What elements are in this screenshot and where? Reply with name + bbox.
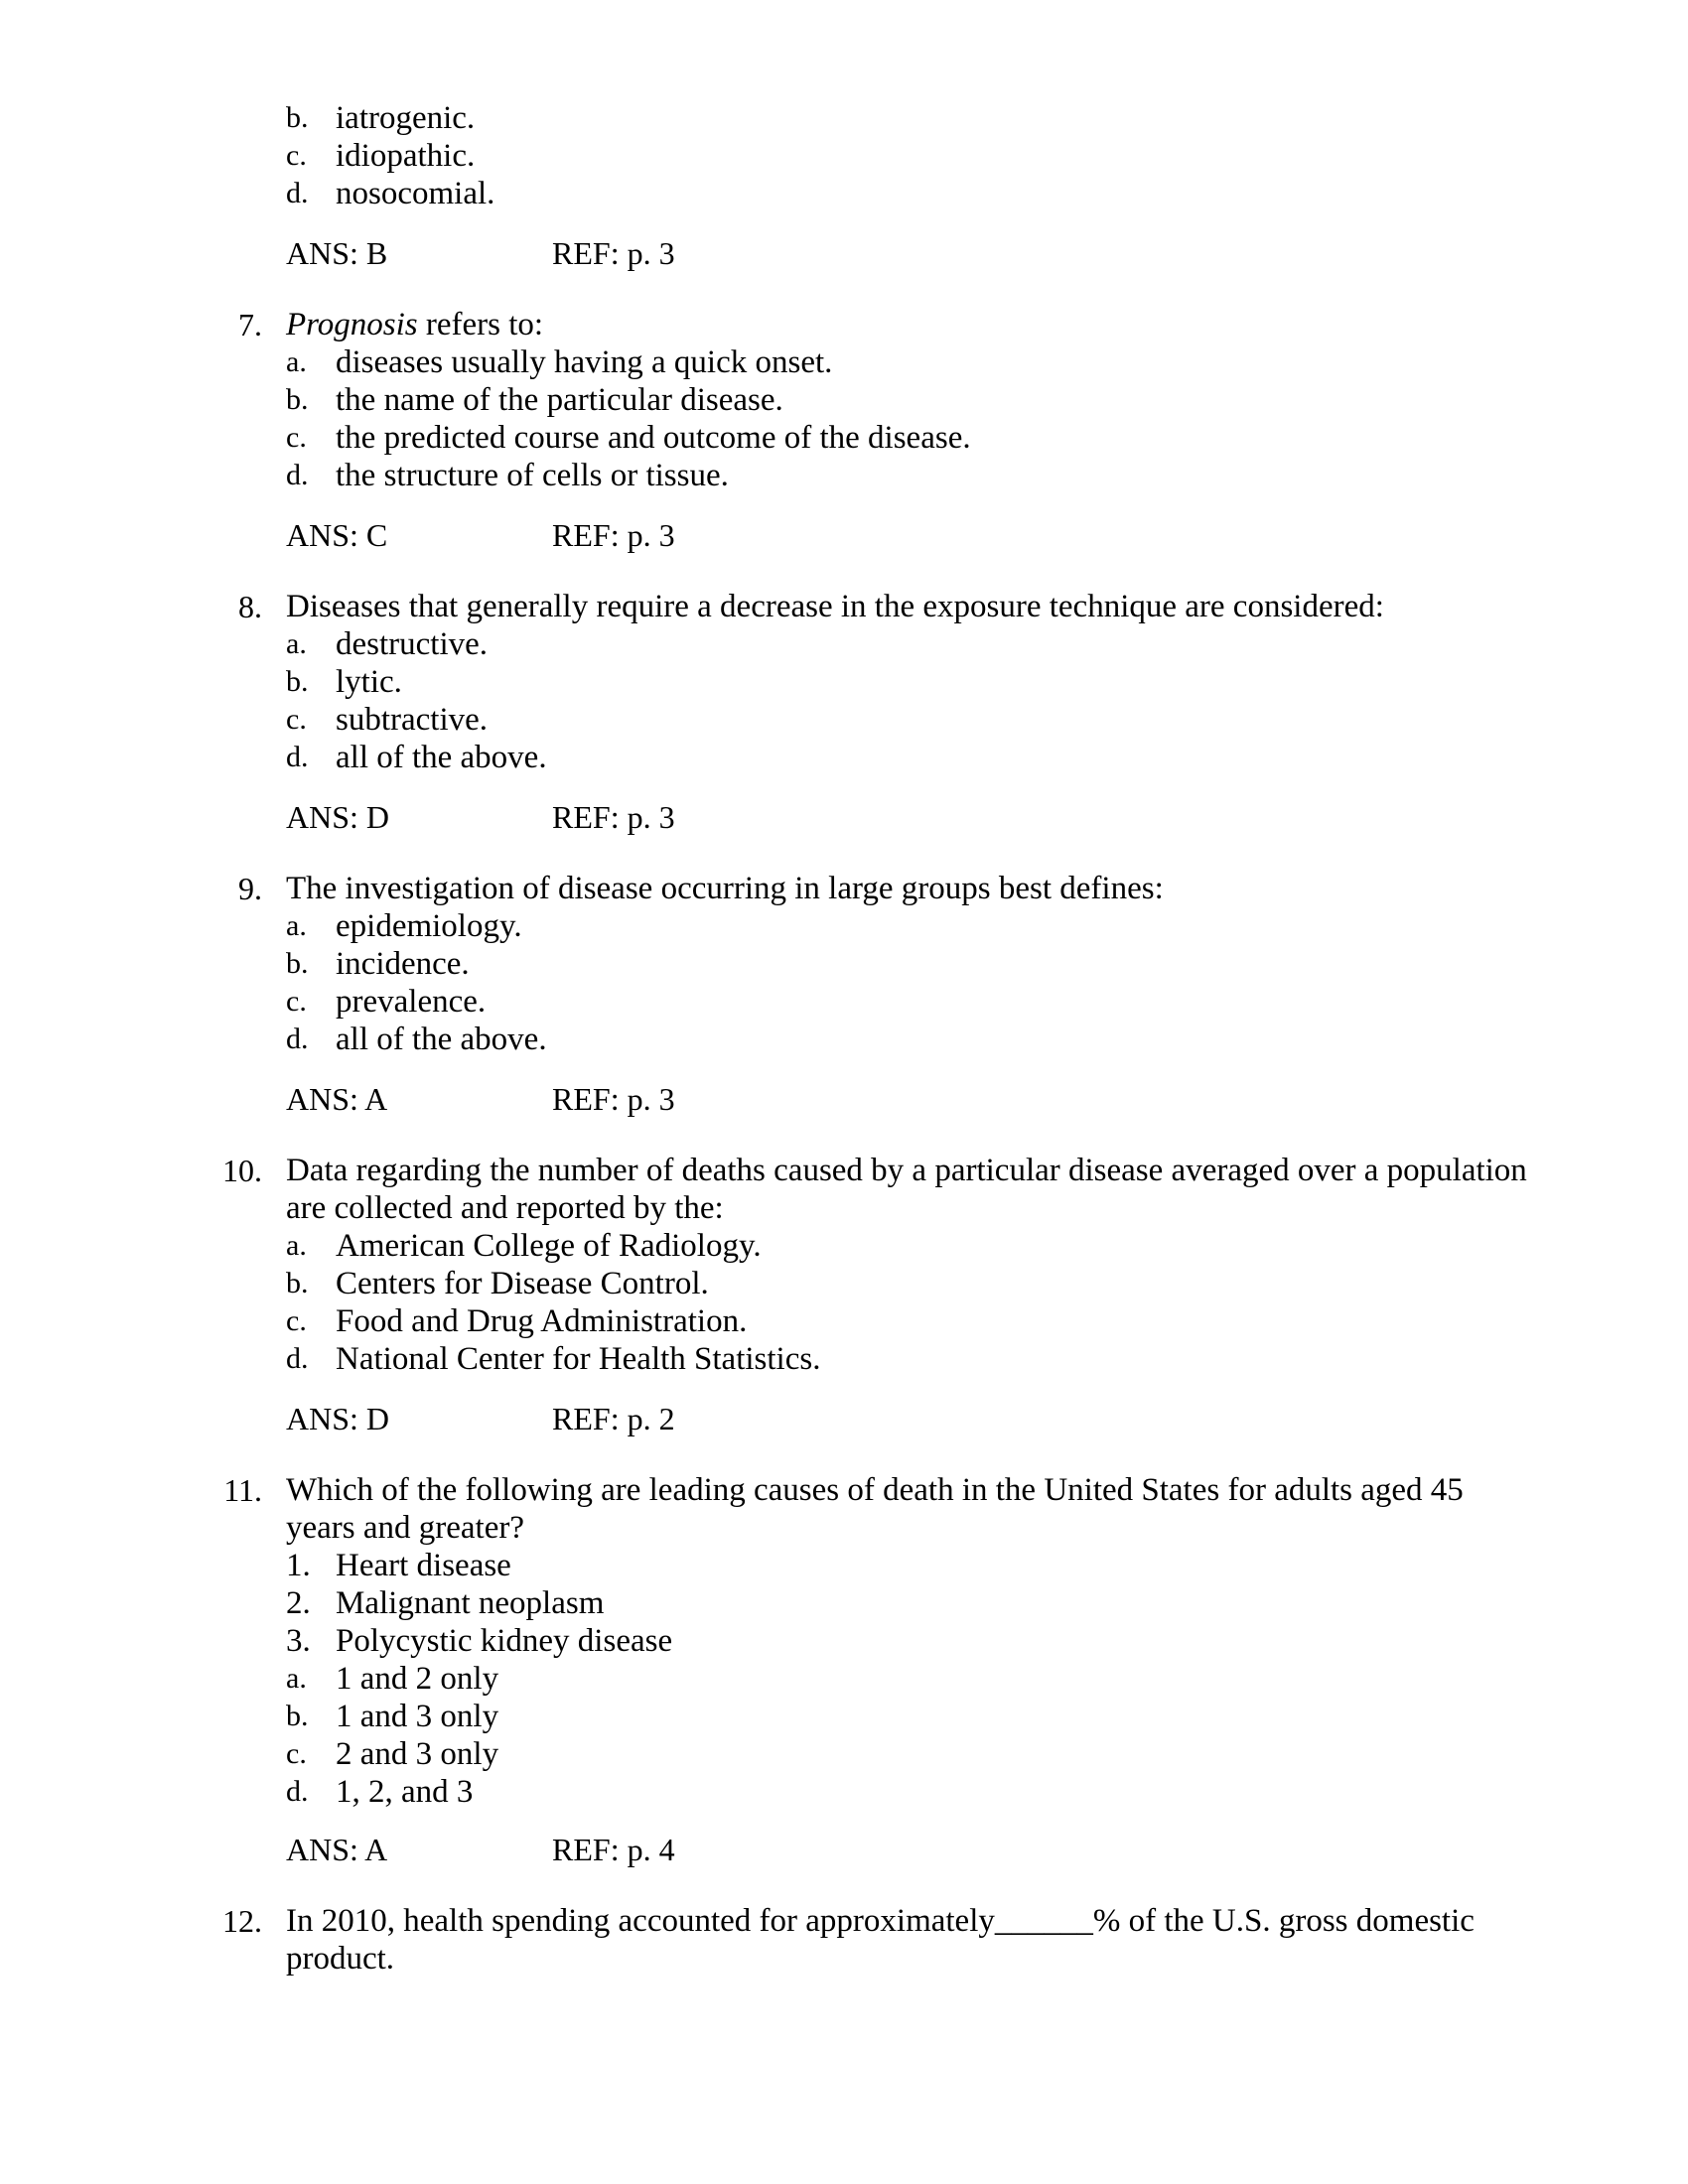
answer-row (286, 798, 675, 836)
reference: REF: p. 2 (552, 1401, 675, 1436)
question-stem: Data regarding the number of deaths caused by a particular disease averaged over a population (286, 1153, 1527, 1188)
option-text: subtractive. (336, 702, 489, 738)
question-stem: years and greater? (286, 1510, 525, 1546)
option-text: diseases usually having a quick onset. (336, 344, 833, 380)
option-letter: b. (286, 1700, 309, 1732)
item-number: 1. (286, 1548, 311, 1583)
option-letter: b. (286, 665, 309, 698)
question-number: 11. (223, 1472, 262, 1508)
question-stem: Diseases that generally require a decrease in the exposure technique are considered: (286, 589, 1384, 624)
item-number: 2. (286, 1585, 311, 1621)
item-text: Heart disease (336, 1548, 511, 1583)
option-text: American College of Radiology. (336, 1228, 762, 1264)
question-stem (286, 306, 543, 343)
option-text: Food and Drug Administration. (336, 1303, 748, 1339)
item-text: Polycystic kidney disease (336, 1623, 673, 1659)
question-stem: product. (286, 1941, 395, 1977)
option-letter: c. (286, 139, 307, 172)
option-text: 2 and 3 only (336, 1736, 499, 1772)
option-letter: a. (286, 1662, 307, 1695)
option-letter: c. (286, 421, 307, 454)
answer-row (286, 1400, 675, 1437)
option-letter: c. (286, 985, 307, 1018)
stem-text: refers to: (417, 307, 544, 342)
option-letter: c. (286, 1737, 307, 1770)
stem-italic-term: Prognosis (286, 307, 418, 342)
reference: REF: p. 3 (552, 235, 675, 271)
option-letter: d. (286, 177, 309, 209)
answer-key: ANS: C (286, 517, 388, 553)
option-text: Centers for Disease Control. (336, 1266, 709, 1301)
answer-key: ANS: A (286, 1832, 388, 1867)
question-number: 10. (222, 1153, 262, 1188)
option-text: nosocomial. (336, 176, 495, 211)
option-letter: b. (286, 383, 309, 416)
option-letter: d. (286, 1775, 309, 1808)
option-letter: c. (286, 1304, 307, 1337)
option-letter: c. (286, 703, 307, 736)
reference: REF: p. 4 (552, 1832, 675, 1867)
option-text: the name of the particular disease. (336, 382, 783, 418)
option-letter: a. (286, 627, 307, 660)
option-text: the structure of cells or tissue. (336, 458, 729, 493)
answer-row (286, 516, 675, 554)
option-text: epidemiology. (336, 908, 522, 944)
option-text: destructive. (336, 626, 489, 662)
item-number: 3. (286, 1623, 311, 1659)
option-letter: b. (286, 1267, 309, 1299)
option-text: 1, 2, and 3 (336, 1774, 474, 1810)
question-number: 9. (238, 871, 262, 906)
option-text: incidence. (336, 946, 470, 982)
answer-key: ANS: D (286, 1401, 390, 1436)
option-text: all of the above. (336, 1022, 547, 1057)
answer-row (286, 1831, 675, 1868)
option-letter: d. (286, 1342, 309, 1375)
option-text: idiopathic. (336, 138, 476, 174)
question-stem: In 2010, health spending accounted for approximately______% of the U.S. gross domestic (286, 1903, 1475, 1939)
answer-row (286, 1080, 675, 1118)
answer-row (286, 234, 675, 272)
answer-key: ANS: A (286, 1081, 388, 1117)
reference: REF: p. 3 (552, 799, 675, 835)
question-stem: Which of the following are leading causes of death in the United States for adults aged 45 (286, 1472, 1464, 1508)
reference: REF: p. 3 (552, 517, 675, 553)
option-text: prevalence. (336, 984, 487, 1020)
answer-key: ANS: D (286, 799, 390, 835)
option-text: National Center for Health Statistics. (336, 1341, 821, 1377)
option-letter: d. (286, 741, 309, 773)
option-letter: a. (286, 345, 307, 378)
question-number: 8. (238, 589, 262, 624)
option-text: 1 and 3 only (336, 1699, 499, 1734)
option-letter: d. (286, 459, 309, 491)
question-number: 12. (222, 1903, 262, 1939)
answer-key: ANS: B (286, 235, 388, 271)
option-letter: a. (286, 1229, 307, 1262)
reference: REF: p. 3 (552, 1081, 675, 1117)
item-text: Malignant neoplasm (336, 1585, 605, 1621)
option-text: lytic. (336, 664, 402, 700)
question-stem: The investigation of disease occurring in large groups best defines: (286, 871, 1164, 906)
option-letter: b. (286, 101, 309, 134)
option-letter: a. (286, 909, 307, 942)
option-text: iatrogenic. (336, 100, 476, 136)
option-text: the predicted course and outcome of the disease. (336, 420, 971, 456)
option-text: all of the above. (336, 740, 547, 775)
question-stem: are collected and reported by the: (286, 1190, 724, 1226)
option-letter: d. (286, 1023, 309, 1055)
option-letter: b. (286, 947, 309, 980)
option-text: 1 and 2 only (336, 1661, 499, 1697)
question-number: 7. (238, 307, 262, 342)
